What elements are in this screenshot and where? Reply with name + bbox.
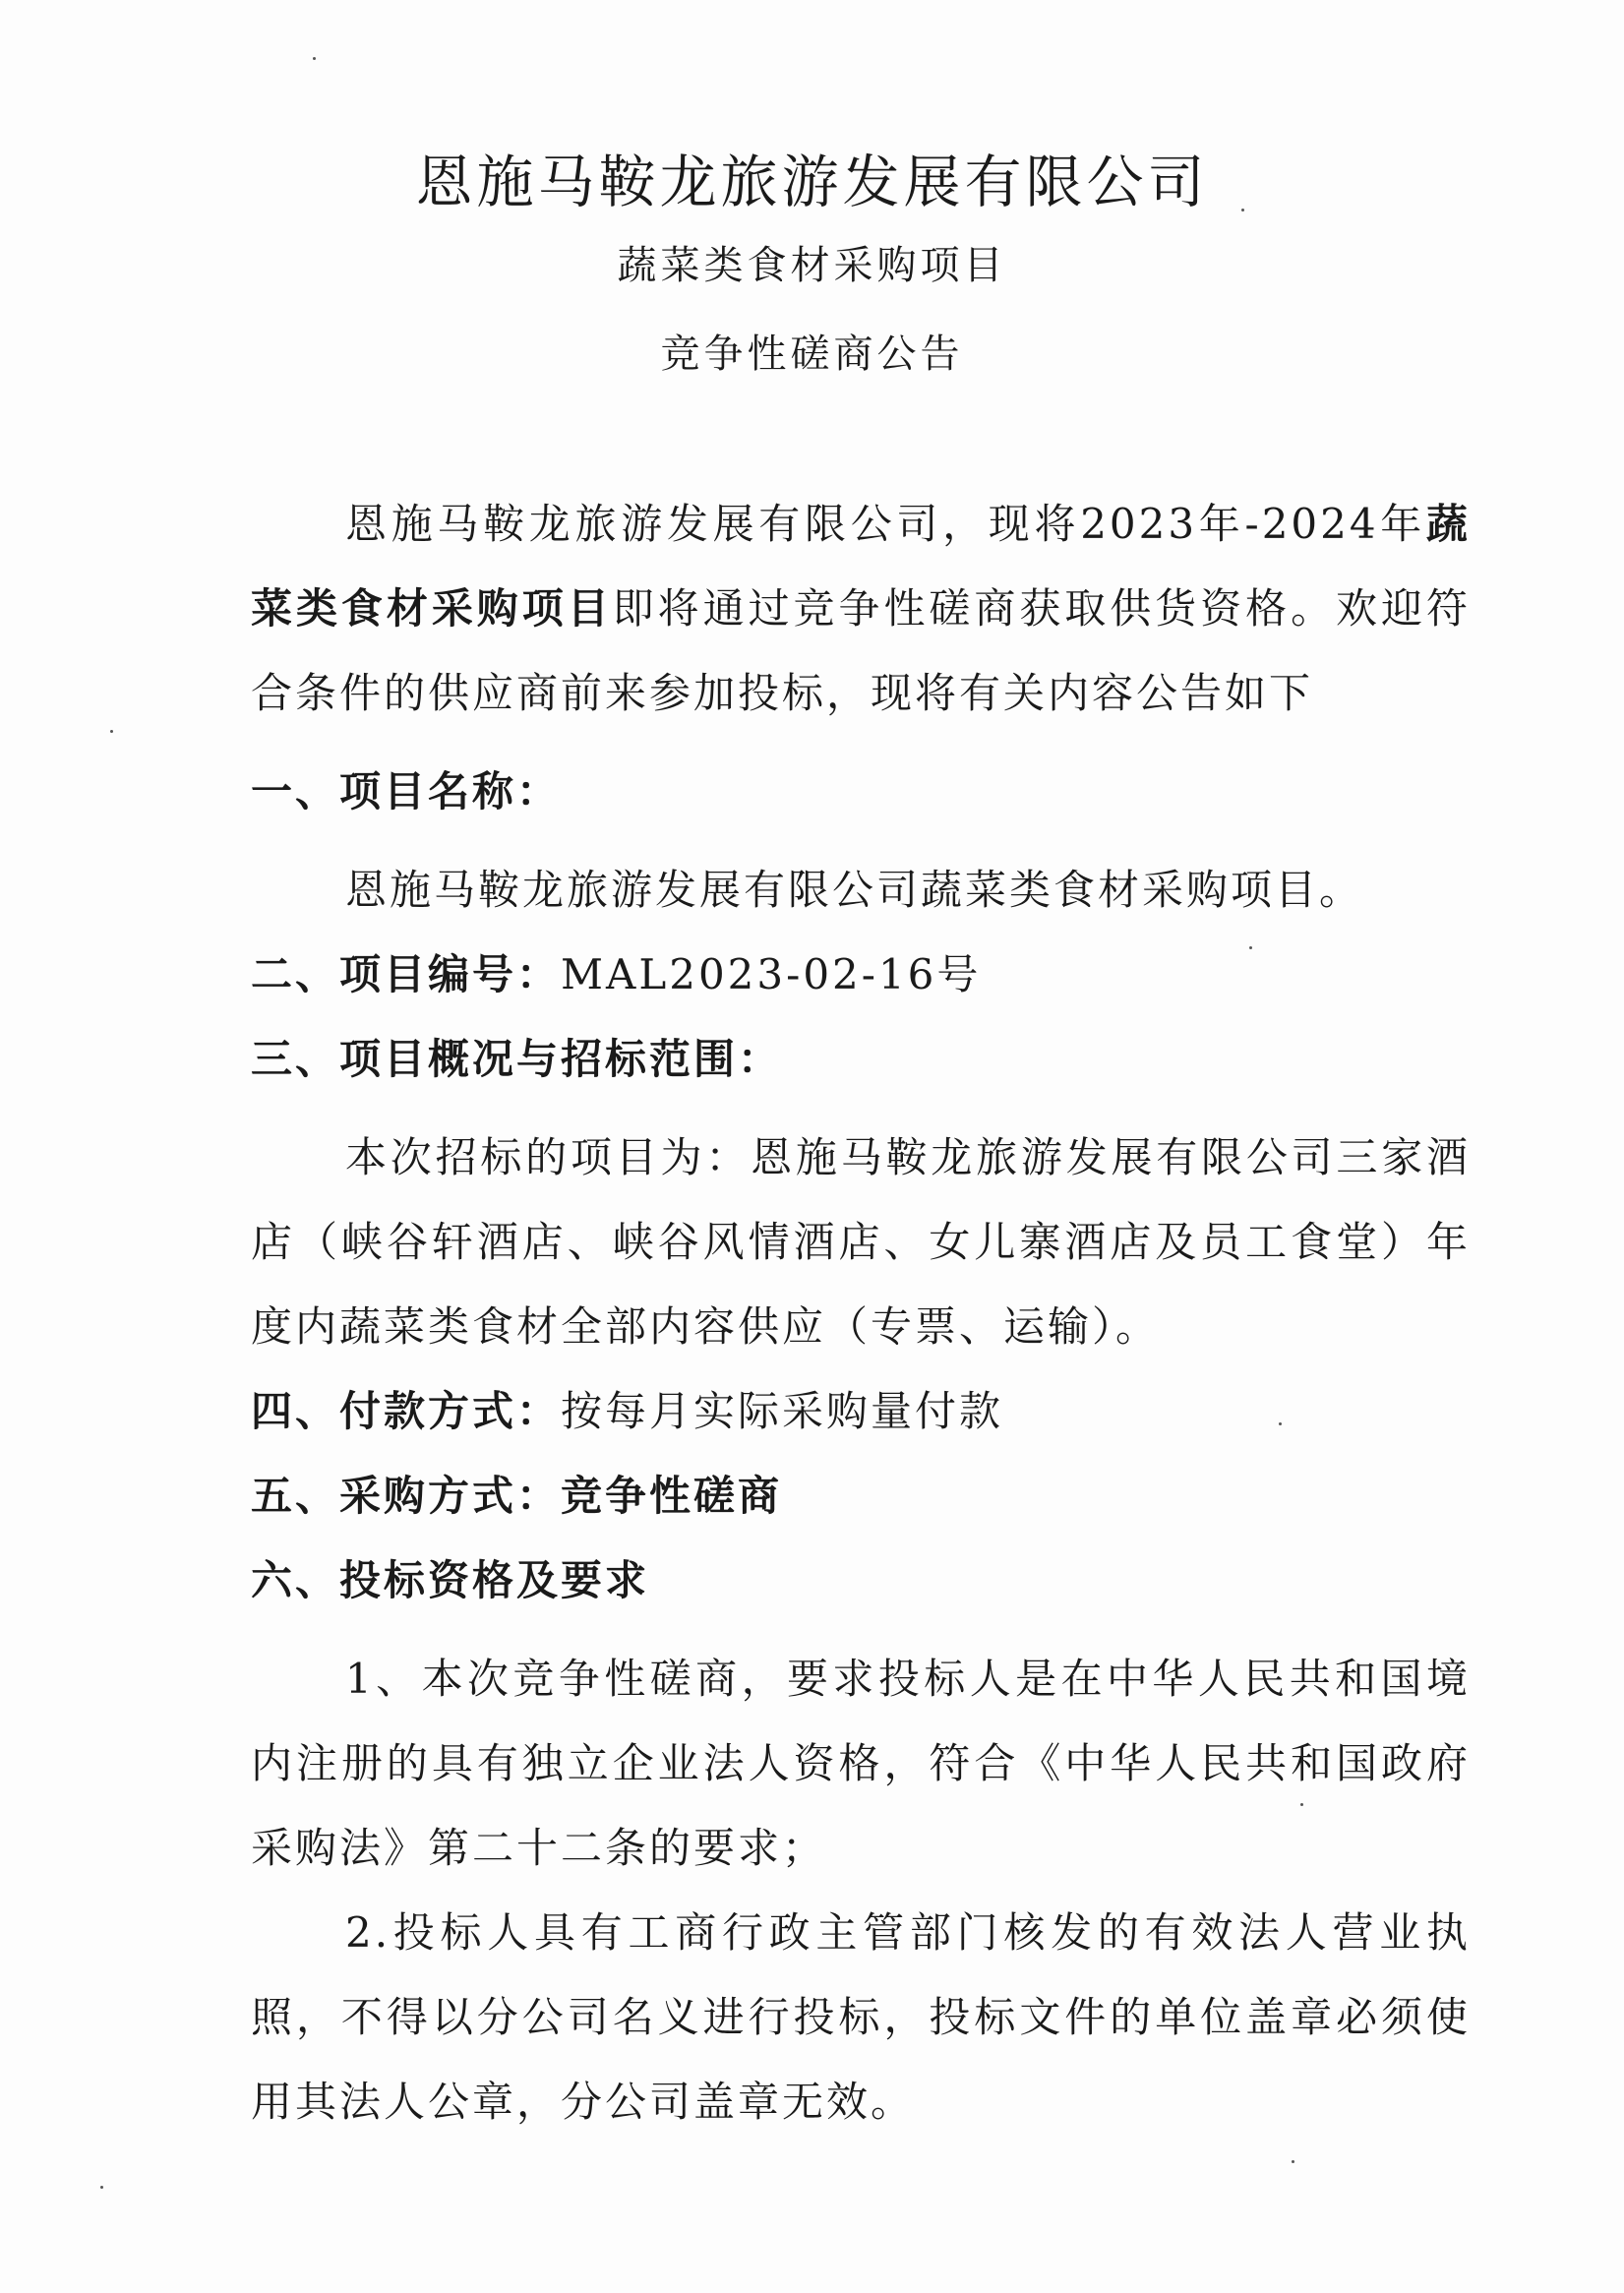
section-4-heading <box>251 1369 1471 1454</box>
requirement-item-1: 1、本次竞争性磋商，要求投标人是在中华人民共和国境内注册的具有独立企业法人资格，符合《中华人民共和国政府采购法》第二十二条的要求； <box>251 1655 1471 1872</box>
scan-speck <box>1292 2160 1294 2163</box>
project-number: MAL2023-02-16号 <box>561 950 982 998</box>
payment-method: 按每月实际采购量付款 <box>561 1387 1004 1435</box>
section-2-label: 二、项目编号： <box>251 950 562 998</box>
section-2-heading <box>251 933 1471 1017</box>
section-3-heading: 三、项目概况与招标范围： <box>251 1035 783 1083</box>
intro-project-name: 蔬菜类食材采购项目 <box>251 500 1471 633</box>
company-title: 恩施马鞍龙旅游发展有限公司 <box>415 149 1209 215</box>
procurement-method: 竞争性磋商 <box>561 1472 783 1520</box>
section-1-heading: 一、项目名称： <box>251 767 562 815</box>
section-3-body: 本次招标的项目为：恩施马鞍龙旅游发展有限公司三家酒店（峡谷轩酒店、峡谷风情酒店、女儿寨酒店及员工食堂）年度内蔬菜类食材全部内容供应（专票、运输）。 <box>251 1133 1471 1351</box>
announcement-type: 竞争性磋商公告 <box>660 332 964 377</box>
scan-speck <box>100 2186 103 2189</box>
document-body <box>251 482 1471 2144</box>
scan-speck <box>1241 209 1244 211</box>
scan-speck <box>1249 946 1252 949</box>
section-6-heading: 六、投标资格及要求 <box>251 1556 650 1604</box>
requirement-item-2: 2.投标人具有工商行政主管部门核发的有效法人营业执照，不得以分公司名义进行投标，投标文件的单位盖章必须使用其法人公章，分公司盖章无效。 <box>251 1908 1471 2126</box>
scan-speck <box>1279 1422 1282 1425</box>
section-1-body: 恩施马鞍龙旅游发展有限公司蔬菜类食材采购项目。 <box>345 866 1364 914</box>
section-5-heading <box>251 1454 1471 1539</box>
section-4-label: 四、付款方式： <box>251 1387 562 1435</box>
scan-speck <box>1300 1803 1303 1806</box>
scan-speck <box>313 57 316 60</box>
scan-speck <box>110 730 113 733</box>
intro-paragraph <box>251 482 1471 736</box>
intro-text-2: 即将通过竞争性磋商获取供货资格。欢迎符合条件的供应商前来参加投标，现将有关内容公告如下 <box>251 584 1471 717</box>
project-subtitle: 蔬菜类食材采购项目 <box>617 243 1007 288</box>
intro-text-1: 恩施马鞍龙旅游发展有限公司，现将2023年-2024年 <box>345 500 1426 548</box>
section-5-label: 五、采购方式： <box>251 1472 562 1520</box>
